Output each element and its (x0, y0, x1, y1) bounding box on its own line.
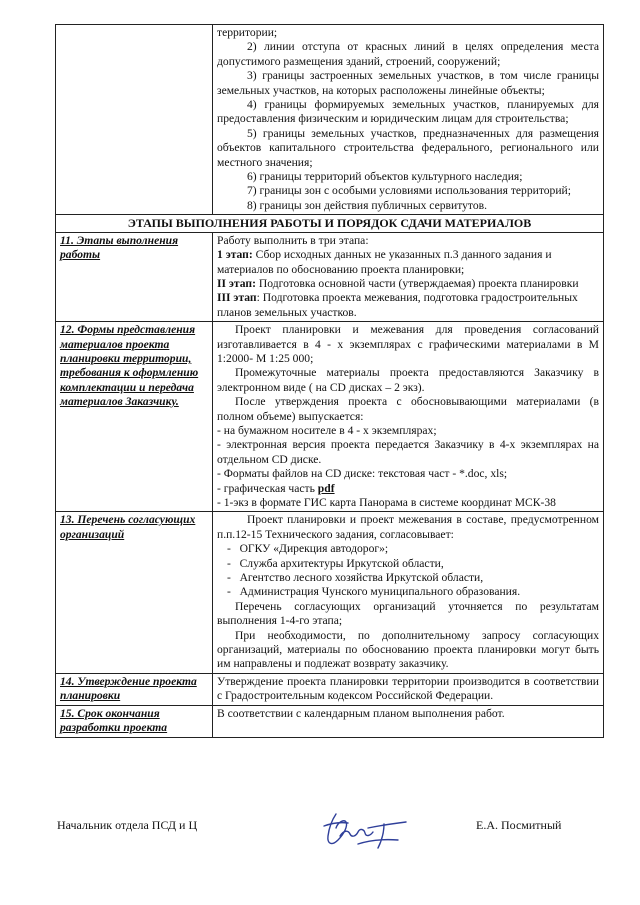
paragraph: Проект планировки и межевания для проведения согласований изготавливается в 4 - х экземплярах с графическими материалами в М 1:2000- М 1:25 000; (217, 323, 599, 365)
row-label-stages: 11. Этапы выполнения работы (56, 232, 213, 321)
approvers-cell (213, 512, 604, 673)
list-item: - на бумажном носителе в 4 - х экземплярах; (217, 423, 437, 437)
list-item: 5) границы земельных участков, предназначенных для размещения объектов капитального строительства федерального, регионального или местного значения; (217, 126, 599, 169)
stage-1-label: 1 этап: (217, 248, 253, 262)
signatory-name: Е.А. Посмитный (476, 818, 562, 832)
list-item: 2) линии отступа от красных линий в целях определения места допустимого размещения зданий, строений, сооружений; (217, 40, 599, 68)
paragraph: Утверждение проекта планировки территории производится в соответствии с Градостроительным кодексом Российской Федерации. (217, 674, 599, 703)
approval-cell (213, 673, 604, 705)
list-item: 8) границы зон действия публичных сервитутов. (247, 198, 488, 212)
table-row (56, 673, 604, 705)
dash-marker: - (227, 585, 240, 599)
forms-cell (213, 322, 604, 512)
row-label-approvers: 13. Перечень согласующих организаций (56, 512, 213, 673)
org-item: - Служба архитектуры Иркутской области, (227, 556, 444, 570)
paragraph: При необходимости, по дополнительному запросу согласующих организаций, материалы по обоснованию проекта планировки могут быть им направлены и подлежат возврату заказчику. (217, 628, 599, 671)
table-row (56, 705, 604, 737)
org-item: - Администрация Чунского муниципального образования. (227, 585, 521, 599)
list-item: - 1-экз в формате ГИС карта Панорама в системе координат МСК-38 (217, 496, 556, 509)
dash-marker: - (227, 556, 240, 570)
org-list (217, 542, 599, 600)
paragraph: В соответствии с календарным планом выполнения работ. (217, 706, 505, 720)
stage-3 (217, 291, 599, 320)
row-label-forms: 12. Формы представления материалов проекта планировки территории, требования к оформлению комплектации и передача материалов Заказчику. (56, 322, 213, 512)
row-label-approval: 14. Утверждение проекта планировки (56, 673, 213, 705)
list-item: - Форматы файлов на CD диске: текстовая част - *.doc, xls; (217, 467, 508, 481)
signatory-position: Начальник отдела ПСД и Ц (57, 818, 198, 832)
stage-1-text: Сбор исходных данных не указанных п.3 данного задания и материалов по обоснованию проекта планировки; (217, 248, 552, 276)
list-item: - электронная версия проекта передается Заказчику в 4-х экземплярах на отдельном CD диске. (217, 438, 599, 466)
paragraph: Промежуточные материалы проекта предоставляются Заказчику в электронном виде ( на CD дисках – 2 экз). (217, 366, 599, 394)
stages-cell (213, 232, 604, 321)
org-item: - ОГКУ «Дирекция автодорог»; (227, 542, 389, 556)
table-row (56, 215, 604, 232)
list-item: 6) границы территорий объектов культурного наследия; (247, 170, 523, 184)
list-item: 4) границы формируемых земельных участков, планируемых для предоставления физическим и юридическим лицам для строительства; (217, 98, 599, 126)
stage-2-label: II этап: (217, 276, 256, 290)
stage-1 (217, 248, 599, 277)
paragraph: Перечень согласующих организаций уточняется по результатам выполнения 1-4-го этапа; (217, 599, 599, 628)
dash-marker: - (227, 542, 240, 556)
stage-2 (217, 277, 599, 291)
table-row (56, 322, 604, 512)
pdf-format: pdf (317, 481, 335, 495)
table-row (56, 232, 604, 321)
org-item: - Агентство лесного хозяйства Иркутской области, (227, 571, 484, 585)
list-item (217, 482, 599, 496)
spec-table (55, 24, 604, 738)
empty-label-cell (56, 25, 213, 215)
table-row (56, 512, 604, 673)
row-label-deadline: 15. Срок окончания разработки проекта (56, 705, 213, 737)
section-heading: ЭТАПЫ ВЫПОЛНЕНИЯ РАБОТЫ И ПОРЯДОК СДАЧИ МАТЕРИАЛОВ (56, 215, 604, 232)
boundaries-list-cell (213, 25, 604, 215)
dash-marker: - (227, 571, 240, 585)
stages-intro: Работу выполнить в три этапа: (217, 233, 369, 247)
stage-3-label: III этап (217, 291, 257, 305)
list-item: 3) границы застроенных земельных участков, в том числе границы земельных участков, на которых расположены линейные объекты; (217, 69, 599, 97)
graphic-part-text: - графическая часть (217, 481, 318, 495)
table-row (56, 25, 604, 215)
list-item: 7) границы зон с особыми условиями использования территорий; (247, 184, 571, 198)
stage-2-text: Подготовка основной части (утверждаемая) проекта планировки (255, 276, 579, 290)
deadline-cell (213, 705, 604, 737)
paragraph: Проект планировки и проект межевания в составе, предусмотренном п.п.12-15 Технического задания, согласовывает: (217, 513, 599, 541)
list-item: территории; (217, 26, 278, 39)
paragraph: После утверждения проекта с обосновывающими материалами (в полном объеме) выпускается: (217, 395, 599, 423)
signature-image (318, 806, 418, 856)
stage-3-text: : Подготовка проекта межевания, подготовка градостроительных планов земельных участков. (217, 291, 578, 319)
